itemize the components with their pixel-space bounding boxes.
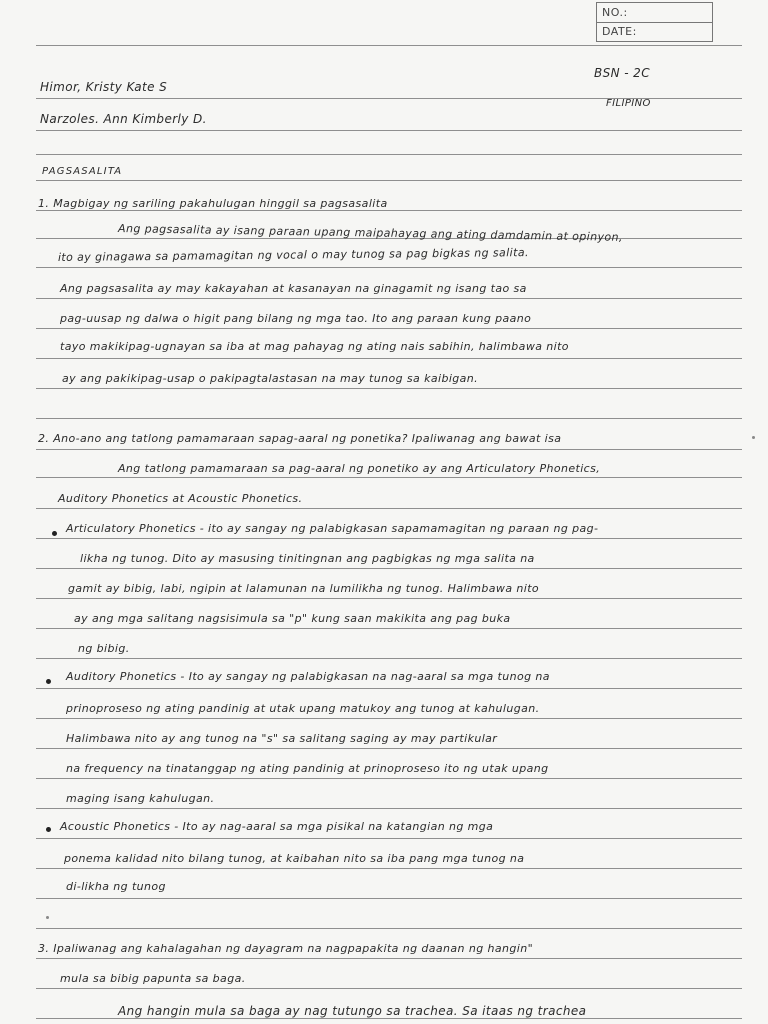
articulatory-line: ng bibig. [78,642,130,655]
ruled-line [36,180,742,181]
ruled-line [36,808,742,809]
document-title: PAGSASALITA [42,166,123,177]
question-2: 2. Ano-ano ang tatlong pamamaraan sapag-aaral ng ponetika? Ipaliwanag ang bawat isa [38,432,562,445]
auditory-line: na frequency na tinatanggap ng ating pandinig at prinoproseso ito ng utak upang [66,762,549,775]
answer-1-line: Ang pagsasalita ay may kakayahan at kasanayan na ginagamit ng isang tao sa [60,282,527,295]
answer-1-line: ay ang pakikipag-usap o pakipagtalastasan na may tunog sa kaibigan. [62,372,479,385]
answer-1-line: Ang pagsasalita ay isang paraan upang maipahayag ang ating damdamin at opinyon, [118,222,623,244]
ruled-line [36,748,742,749]
ruled-line [36,988,742,989]
ruled-line [36,598,742,599]
ruled-line [36,1018,742,1019]
ruled-line [36,130,742,131]
answer-1-line: ito ay ginagawa sa pamamagitan ng vocal o may tunog sa pag bigkas ng salita. [57,246,529,264]
articulatory-line: Articulatory Phonetics - ito ay sangay ng palabigkasan sapamamagitan ng paraan ng pag- [66,522,599,535]
acoustic-line: Acoustic Phonetics - Ito ay nag-aaral sa mga pisikal na katangian ng mga [60,820,494,833]
ruled-line [36,388,742,389]
ruled-line [36,418,742,419]
auditory-line: Halimbawa nito ay ang tunog na "s" sa salitang saging ay may partikular [66,732,498,745]
bullet-point [46,679,51,684]
header-box [596,2,713,42]
auditory-line: prinoproseso ng ating pandinig at utak upang matukoy ang tunog at kahulugan. [66,702,540,715]
date-label: DATE: [602,25,637,38]
ruled-line [36,508,742,509]
ruled-line [36,568,742,569]
answer-3-line: Ang hangin mula sa baga ay nag tutungo sa trachea. Sa itaas ng trachea [118,1004,587,1018]
stray-mark [46,916,49,919]
ruled-line [36,718,742,719]
ruled-line [36,358,742,359]
ruled-line [36,778,742,779]
subject-label: FILIPINO [606,98,651,109]
ruled-line [36,658,742,659]
ruled-line [36,898,742,899]
answer-1-line: pag-uusap ng dalwa o higit pang bilang ng mga tao. Ito ang paraan kung paano [60,312,532,325]
ruled-line [36,45,742,46]
student-name-2: Narzoles. Ann Kimberly D. [40,112,207,126]
ruled-line [36,928,742,929]
articulatory-line: ay ang mga salitang nagsisimula sa "p" kung saan makikita ang pag buka [74,612,511,625]
ruled-line [36,154,742,155]
stray-mark [752,436,755,439]
ruled-line [36,210,742,211]
ruled-line [36,628,742,629]
ruled-line [36,298,742,299]
no-label: NO.: [602,6,628,19]
ruled-line [36,328,742,329]
question-1: 1. Magbigay ng sariling pakahulugan hinggil sa pagsasalita [38,197,388,210]
auditory-line: Auditory Phonetics - Ito ay sangay ng palabigkasan na nag-aaral sa mga tunog na [66,670,550,683]
student-name-1: Himor, Kristy Kate S [40,80,168,94]
ruled-line [36,958,742,959]
ruled-line [36,267,742,268]
ruled-line [36,449,742,450]
ruled-line [36,477,742,478]
articulatory-line: gamit ay bibig, labi, ngipin at lalamunan na lumilikha ng tunog. Halimbawa nito [68,582,540,595]
question-3: mula sa bibig papunta sa baga. [60,972,246,985]
ruled-line [36,538,742,539]
acoustic-line: di-likha ng tunog [66,880,166,893]
bullet-point [52,531,57,536]
auditory-line: maging isang kahulugan. [66,792,215,805]
acoustic-line: ponema kalidad nito bilang tunog, at kaibahan nito sa iba pang mga tunog na [64,852,525,865]
ruled-line [36,868,742,869]
bullet-point [46,827,51,832]
answer-2-line: Ang tatlong pamamaraan sa pag-aaral ng ponetiko ay ang Articulatory Phonetics, [118,462,601,475]
answer-1-line: tayo makikipag-ugnayan sa iba at mag pahayag ng ating nais sabihin, halimbawa nito [60,340,569,353]
ruled-line [36,688,742,689]
ruled-line [36,838,742,839]
section-label: BSN - 2C [594,66,650,80]
question-3: 3. Ipaliwanag ang kahalagahan ng dayagram na nagpapakita ng daanan ng hangin" [38,942,534,955]
articulatory-line: likha ng tunog. Dito ay masusing tinitingnan ang pagbigkas ng mga salita na [80,552,535,565]
answer-2-line: Auditory Phonetics at Acoustic Phonetics. [58,492,303,505]
